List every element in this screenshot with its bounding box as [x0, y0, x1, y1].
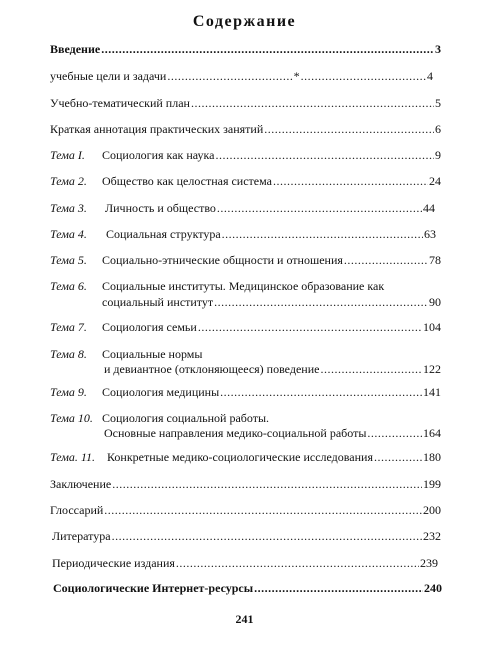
- toc-page-number: 164: [423, 426, 441, 440]
- toc-entry-intro: [50, 42, 441, 56]
- toc-entry-title-line2: социальный институт: [102, 295, 214, 309]
- toc-entry-conclusion: [50, 477, 441, 491]
- toc-entry-title: Периодические издания: [52, 556, 175, 570]
- toc-entry-literature: [52, 529, 441, 543]
- toc-entry-title: Краткая аннотация практических занятий: [50, 122, 264, 136]
- toc-leader: [273, 174, 428, 188]
- toc-page-number: 104: [423, 320, 441, 334]
- toc-leader: [191, 96, 434, 110]
- toc-page-number: 4: [427, 69, 433, 83]
- toc-entry-title: Учебно-тематический план: [50, 96, 190, 110]
- toc-topic-label: Тема 9.: [50, 385, 87, 399]
- toc-entry-title: Социология медицины: [102, 385, 220, 399]
- toc-leader: [215, 148, 434, 162]
- toc-entry-topic-10: [50, 411, 441, 440]
- toc-topic-label: Тема 4.: [50, 227, 87, 241]
- toc-page-number: 78: [429, 253, 441, 267]
- toc-leader: [374, 450, 422, 464]
- toc-leader: [301, 69, 426, 83]
- toc-leader: [222, 227, 423, 241]
- toc-entry-title: Социально-этнические общности и отношения: [102, 253, 343, 267]
- toc-page-number: 6: [435, 122, 441, 136]
- toc-entry-title: Социология как наука: [102, 148, 215, 162]
- toc-leader: [112, 529, 422, 543]
- toc-entry-title: учебные цели и задачи: [50, 69, 167, 83]
- toc-leader: [167, 69, 292, 83]
- toc-entry-topic-4: [50, 227, 436, 241]
- toc-page-number: 232: [423, 529, 441, 543]
- toc-entry-title: Личность и общество: [105, 201, 216, 215]
- toc-entry-topic-11: [50, 450, 441, 464]
- toc-entry-title-line1: Социология социальной работы.: [102, 411, 270, 425]
- toc-page-number: 122: [423, 362, 441, 376]
- toc-topic-label: Тема 8.: [50, 347, 87, 361]
- toc-entry-topic-5: [50, 253, 441, 267]
- toc-entry-glossary: [50, 503, 441, 517]
- toc-entry-title-line2: Основные направления медико-социальной работы: [104, 426, 367, 440]
- toc-topic-label: Тема 7.: [50, 320, 87, 334]
- page-title: Содержание: [192, 13, 297, 30]
- toc-entry-periodicals: [52, 556, 438, 570]
- toc-entry-title: Социальная структура: [106, 227, 221, 241]
- toc-leader: [104, 503, 422, 517]
- page-number: 241: [235, 612, 254, 626]
- toc-page-number: 90: [429, 295, 441, 309]
- toc-topic-label: Тема 2.: [50, 174, 87, 188]
- toc-leader: [217, 201, 422, 215]
- toc-page-number: 239: [420, 556, 438, 570]
- toc-leader: [220, 385, 422, 399]
- toc-leader: [344, 253, 428, 267]
- toc-leader: [198, 320, 422, 334]
- toc-page-number: 240: [424, 581, 442, 595]
- toc-entry-topic-1: [50, 148, 441, 162]
- toc-page-number: 199: [423, 477, 441, 491]
- toc-topic-label: Тема 3.: [50, 201, 87, 215]
- toc-entry-title: Введение: [50, 42, 101, 56]
- toc-leader: [176, 556, 419, 570]
- toc-leader: [112, 477, 422, 491]
- toc-star-mark: *: [293, 69, 300, 83]
- toc-page-number: 44: [423, 201, 435, 215]
- toc-entry-topic-9: [50, 385, 441, 399]
- toc-entry-title-line1: Социальные институты. Медицинское образование как: [102, 279, 385, 293]
- toc-topic-label: Тема 10.: [50, 411, 93, 425]
- toc-entry-annotation: [50, 122, 441, 136]
- toc-leader: [254, 581, 423, 595]
- toc-entry-goals: [50, 69, 433, 83]
- toc-leader: [214, 295, 428, 309]
- toc-topic-label: Тема I.: [50, 148, 85, 162]
- toc-entry-topic-3: [50, 201, 435, 215]
- toc-entry-title: Общество как целостная система: [102, 174, 272, 188]
- toc-entry-plan: [50, 96, 441, 110]
- toc-page-number: 63: [424, 227, 436, 241]
- toc-entry-title: Заключение: [50, 477, 112, 491]
- toc-page-number: 200: [423, 503, 441, 517]
- toc-entry-title: Социология семьи: [102, 320, 197, 334]
- toc-topic-label: Тема 5.: [50, 253, 87, 267]
- toc-page-number: 9: [435, 148, 441, 162]
- toc-page-number: 24: [429, 174, 441, 188]
- toc-page-number: 141: [423, 385, 441, 399]
- toc-entry-topic-6: [50, 279, 441, 309]
- toc-entry-title-line2: и девиантное (отклоняющееся) поведение: [104, 362, 320, 376]
- toc-entry-topic-7: [50, 320, 441, 334]
- toc-topic-label: Тема. 11.: [50, 450, 96, 464]
- toc-page-number: 5: [435, 96, 441, 110]
- toc-entry-title: Социологические Интернет-ресурсы: [53, 581, 254, 595]
- toc-leader: [320, 362, 422, 376]
- toc-entry-topic-2: [50, 174, 441, 188]
- toc-entry-title: Конкретные медико-социологические исследования: [107, 450, 373, 464]
- toc-page-number: 3: [435, 42, 441, 56]
- toc-entry-internet-resources: [53, 581, 442, 595]
- toc-entry-title: Глоссарий: [50, 503, 104, 517]
- toc-entry-topic-8: [50, 347, 441, 376]
- toc-page-number: 180: [423, 450, 441, 464]
- toc-leader: [264, 122, 434, 136]
- toc-entry-title-line1: Социальные нормы: [102, 347, 203, 361]
- toc-entry-title: Литература: [52, 529, 111, 543]
- toc-leader: [101, 42, 434, 56]
- toc-leader: [367, 426, 422, 440]
- toc-topic-label: Тема 6.: [50, 279, 87, 293]
